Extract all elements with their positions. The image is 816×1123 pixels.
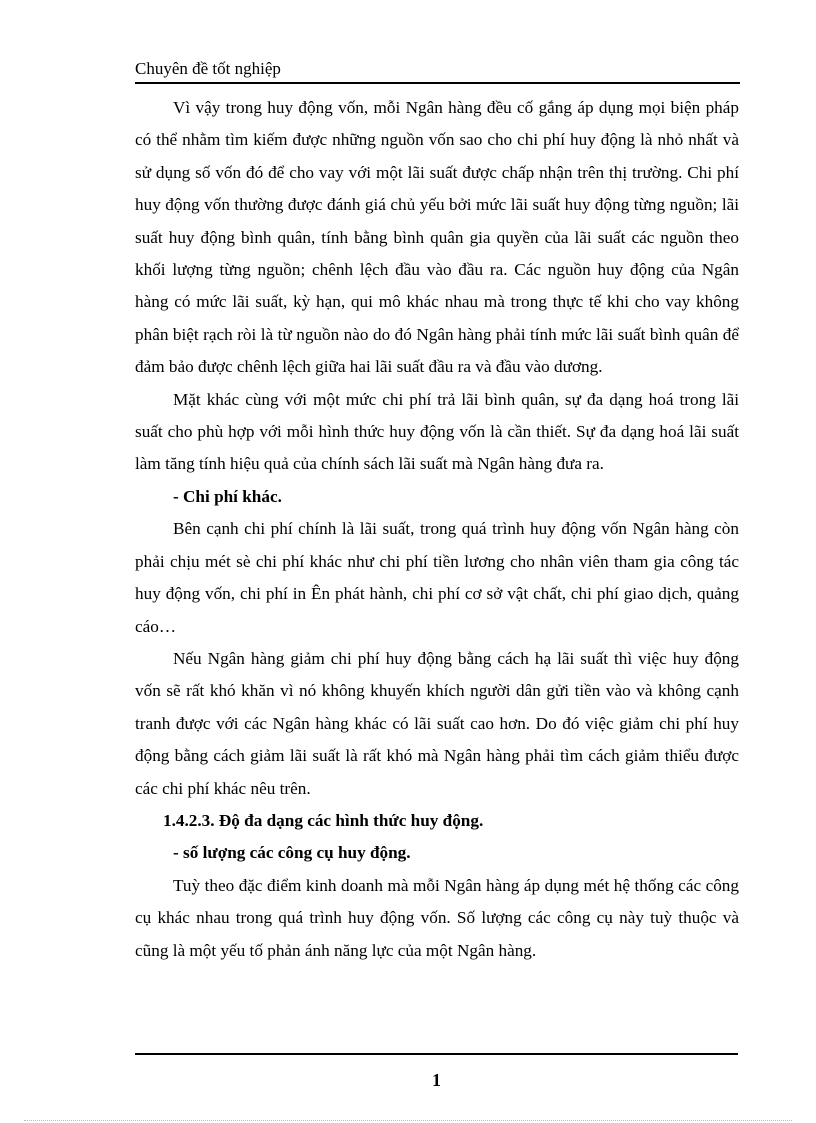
heading-other-costs: - Chi phí khác. [173, 486, 282, 506]
paragraph-2: Mặt khác cùng với một mức chi phí trả lãi bình quân, sự đa dạng hoá trong lãi suất cho phù hợp với mỗi hình thức huy động vốn là cần thiết. Sự đa dạng hoá lãi suất làm tăng tính hiệu quả của chính sách lãi suất mà Ngân hàng đưa ra. [135, 389, 739, 474]
paragraph-5: Tuỳ theo đặc điểm kinh doanh mà mỗi Ngân hàng áp dụng mét hệ thống các công cụ khác nhau trong quá trình huy động vốn. Số lượng các công cụ này tuỳ thuộc và cũng là một yếu tố phản ánh năng lực của một Ngân hàng. [135, 875, 739, 960]
heading-quantity: - số lượng các công cụ huy động. [173, 843, 411, 863]
document-body [135, 92, 739, 967]
paragraph-1: Vì vậy trong huy động vốn, mỗi Ngân hàng đều cố gắng áp dụng mọi biện pháp có thể nhằm tìm kiếm được những nguồn vốn sao cho chi phí huy động là nhỏ nhất và sử dụng số vốn đó để cho vay với một lãi suất được chấp nhận trên thị trường. Chi phí huy động vốn thường được đánh giá chủ yếu bởi mức lãi suất huy động từng nguồn; lãi suất huy động bình quân, tính bằng bình quân gia quyền của lãi suất các nguồn theo khối lượng từng nguồn; chênh lệch đầu vào đầu ra. Các nguồn huy động của Ngân hàng có mức lãi suất, kỳ hạn, qui mô khác nhau mà trong thực tế khi cho vay không phân biệt rạch ròi là từ nguồn nào do đó Ngân hàng phải tính mức lãi suất bình quân để đảm bảo được chênh lệch giữa hai lãi suất đầu ra và đầu vào dương. [135, 98, 739, 377]
page-header: Chuyên đề tốt nghiệp [135, 58, 740, 84]
page-bottom-border [24, 1120, 792, 1121]
paragraph-4: Nếu Ngân hàng giảm chi phí huy động bằng cách hạ lãi suất thì việc huy động vốn sẽ rất khó khăn vì nó không khuyến khích người dân gửi tiền vào và không cạnh tranh được với các Ngân hàng khác có lãi suất cao hơn. Do đó việc giảm chi phí huy động bằng cách giảm lãi suất là rất khó mà Ngân hàng phải tìm cách giảm thiểu được các chi phí khác nêu trên. [135, 648, 739, 798]
footer-divider [135, 1053, 738, 1055]
paragraph-3: Bên cạnh chi phí chính là lãi suất, trong quá trình huy động vốn Ngân hàng còn phải chịu mét sè chi phí khác như chi phí tiền lương cho nhân viên tham gia công tác huy động vốn, chi phí in Ên phát hành, chi phí cơ sở vật chất, chi phí giao dịch, quảng cáo… [135, 519, 739, 636]
page-number: 1 [432, 1070, 441, 1090]
section-heading: 1.4.2.3. Độ đa dạng các hình thức huy động. [163, 810, 484, 830]
